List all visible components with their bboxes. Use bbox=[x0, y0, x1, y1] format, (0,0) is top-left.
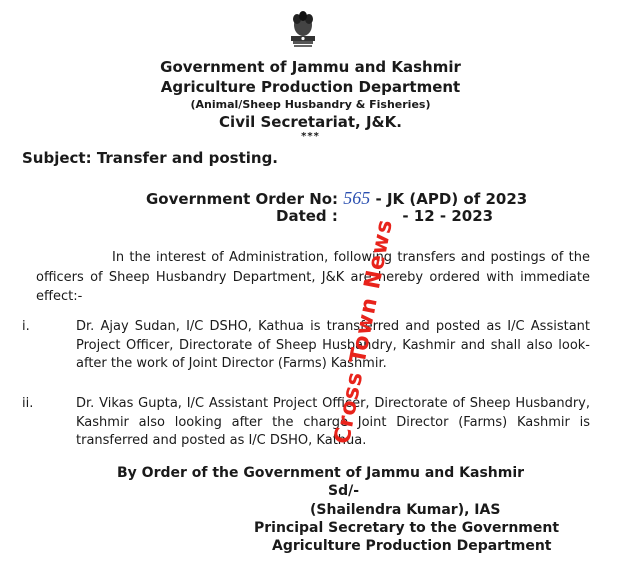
dated-label: Dated : bbox=[276, 207, 338, 225]
header-secretariat: Civil Secretariat, J&K. bbox=[219, 113, 402, 131]
header-separator: *** bbox=[301, 131, 320, 142]
list-item-text: Dr. Ajay Sudan, I/C DSHO, Kathua is transferred and posted as I/C Assistant Project Officer, Directorate of Sheep Husbandry, Kashmir and shall also look-after the work of Joint Director (Farms) Kashmir. bbox=[76, 319, 590, 371]
order-suffix: - JK (APD) of 2023 bbox=[375, 190, 528, 208]
header-sub-department: (Animal/Sheep Husbandry & Fisheries) bbox=[190, 98, 431, 111]
order-prefix: Government Order No: bbox=[146, 190, 339, 208]
signed-mark: Sd/- bbox=[328, 483, 360, 499]
dated-rest: - 12 - 2023 bbox=[402, 207, 494, 225]
list-item-text: Dr. Vikas Gupta, I/C Assistant Project Officer, Directorate of Sheep Husbandry, Kashmir also looking after the charge Joint Director (Farms) Kashmir is transferred and posted as I/C DSHO, Kathua. bbox=[76, 396, 590, 448]
signatory-department: Agriculture Production Department bbox=[272, 538, 552, 554]
header-department: Agriculture Production Department bbox=[160, 78, 461, 96]
order-number-handwritten: 565 bbox=[343, 188, 371, 208]
by-order-line: By Order of the Government of Jammu and Kashmir bbox=[117, 465, 525, 481]
intro-paragraph: In the interest of Administration, following transfers and postings of the officers of Sheep Husbandry Department, J&K are hereby ordered with immediate effect:- bbox=[36, 250, 590, 304]
watermark-text: Cross Town News bbox=[329, 216, 399, 447]
national-emblem-icon bbox=[288, 6, 318, 50]
list-item-number: ii. bbox=[22, 396, 34, 411]
signatory-designation: Principal Secretary to the Government bbox=[254, 520, 560, 536]
signatory-name: (Shailendra Kumar), IAS bbox=[310, 502, 501, 518]
list-item-number: i. bbox=[22, 319, 30, 334]
header-government: Government of Jammu and Kashmir bbox=[160, 58, 461, 76]
order-number-line bbox=[146, 188, 527, 209]
subject-line: Subject: Transfer and posting. bbox=[22, 149, 279, 167]
